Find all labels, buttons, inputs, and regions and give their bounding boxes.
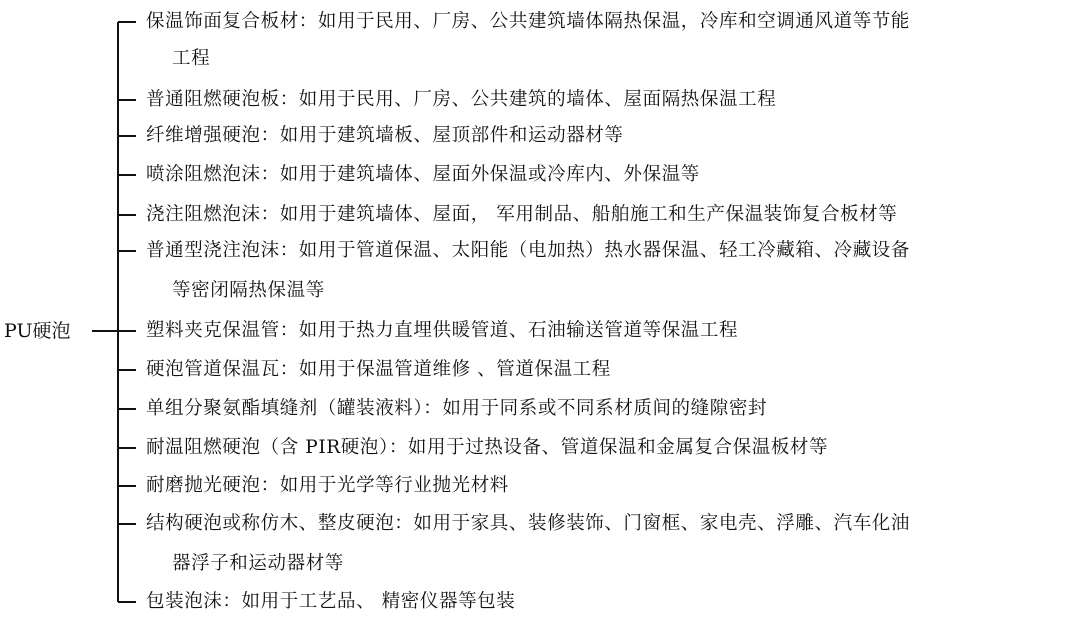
branch-item: 包装泡沫：如用于工艺品、 精密仪器等包装	[146, 591, 516, 612]
branch-item: 浇注阻燃泡沫：如用于建筑墙体、屋面， 军用制品、船舶施工和生产保温装饰复合板材等	[146, 204, 898, 225]
branch-item-continuation: 等密闭隔热保温等	[172, 280, 325, 301]
branch-item: 单组分聚氨酯填缝剂（罐装液料）：如用于同系或不同系材质间的缝隙密封	[146, 398, 768, 419]
branch-item: 普通阻燃硬泡板：如用于民用、厂房、公共建筑的墙体、屋面隔热保温工程	[146, 89, 777, 110]
branch-item: 硬泡管道保温瓦：如用于保温管道维修 、管道保温工程	[146, 359, 611, 380]
branch-item: 结构硬泡或称仿木、整皮硬泡：如用于家具、装修装饰、门窗框、家电壳、浮雕、汽车化油	[146, 513, 911, 534]
branch-item: 塑料夹克保温管：如用于热力直埋供暖管道、石油输送管道等保温工程	[146, 320, 739, 341]
branch-item: 普通型浇注泡沫：如用于管道保温、太阳能（电加热）热水器保温、轻工冷藏箱、冷藏设备	[146, 240, 911, 261]
branch-item: 纤维增强硬泡：如用于建筑墙板、屋顶部件和运动器材等	[146, 125, 624, 146]
branch-item: 保温饰面复合板材：如用于民用、厂房、公共建筑墙体隔热保温，冷库和空调通风道等节能	[146, 11, 911, 32]
branch-item-continuation: 器浮子和运动器材等	[172, 553, 344, 574]
root-node-label: PU硬泡	[4, 320, 71, 342]
branch-item: 耐磨抛光硬泡：如用于光学等行业抛光材料	[146, 475, 509, 496]
branch-item: 耐温阻燃硬泡（含 PIR硬泡）：如用于过热设备、管道保温和金属复合保温板材等	[146, 437, 829, 458]
branch-item: 喷涂阻燃泡沫：如用于建筑墙体、屋面外保温或冷库内、外保温等	[146, 164, 700, 185]
branch-item-continuation: 工程	[172, 48, 211, 69]
